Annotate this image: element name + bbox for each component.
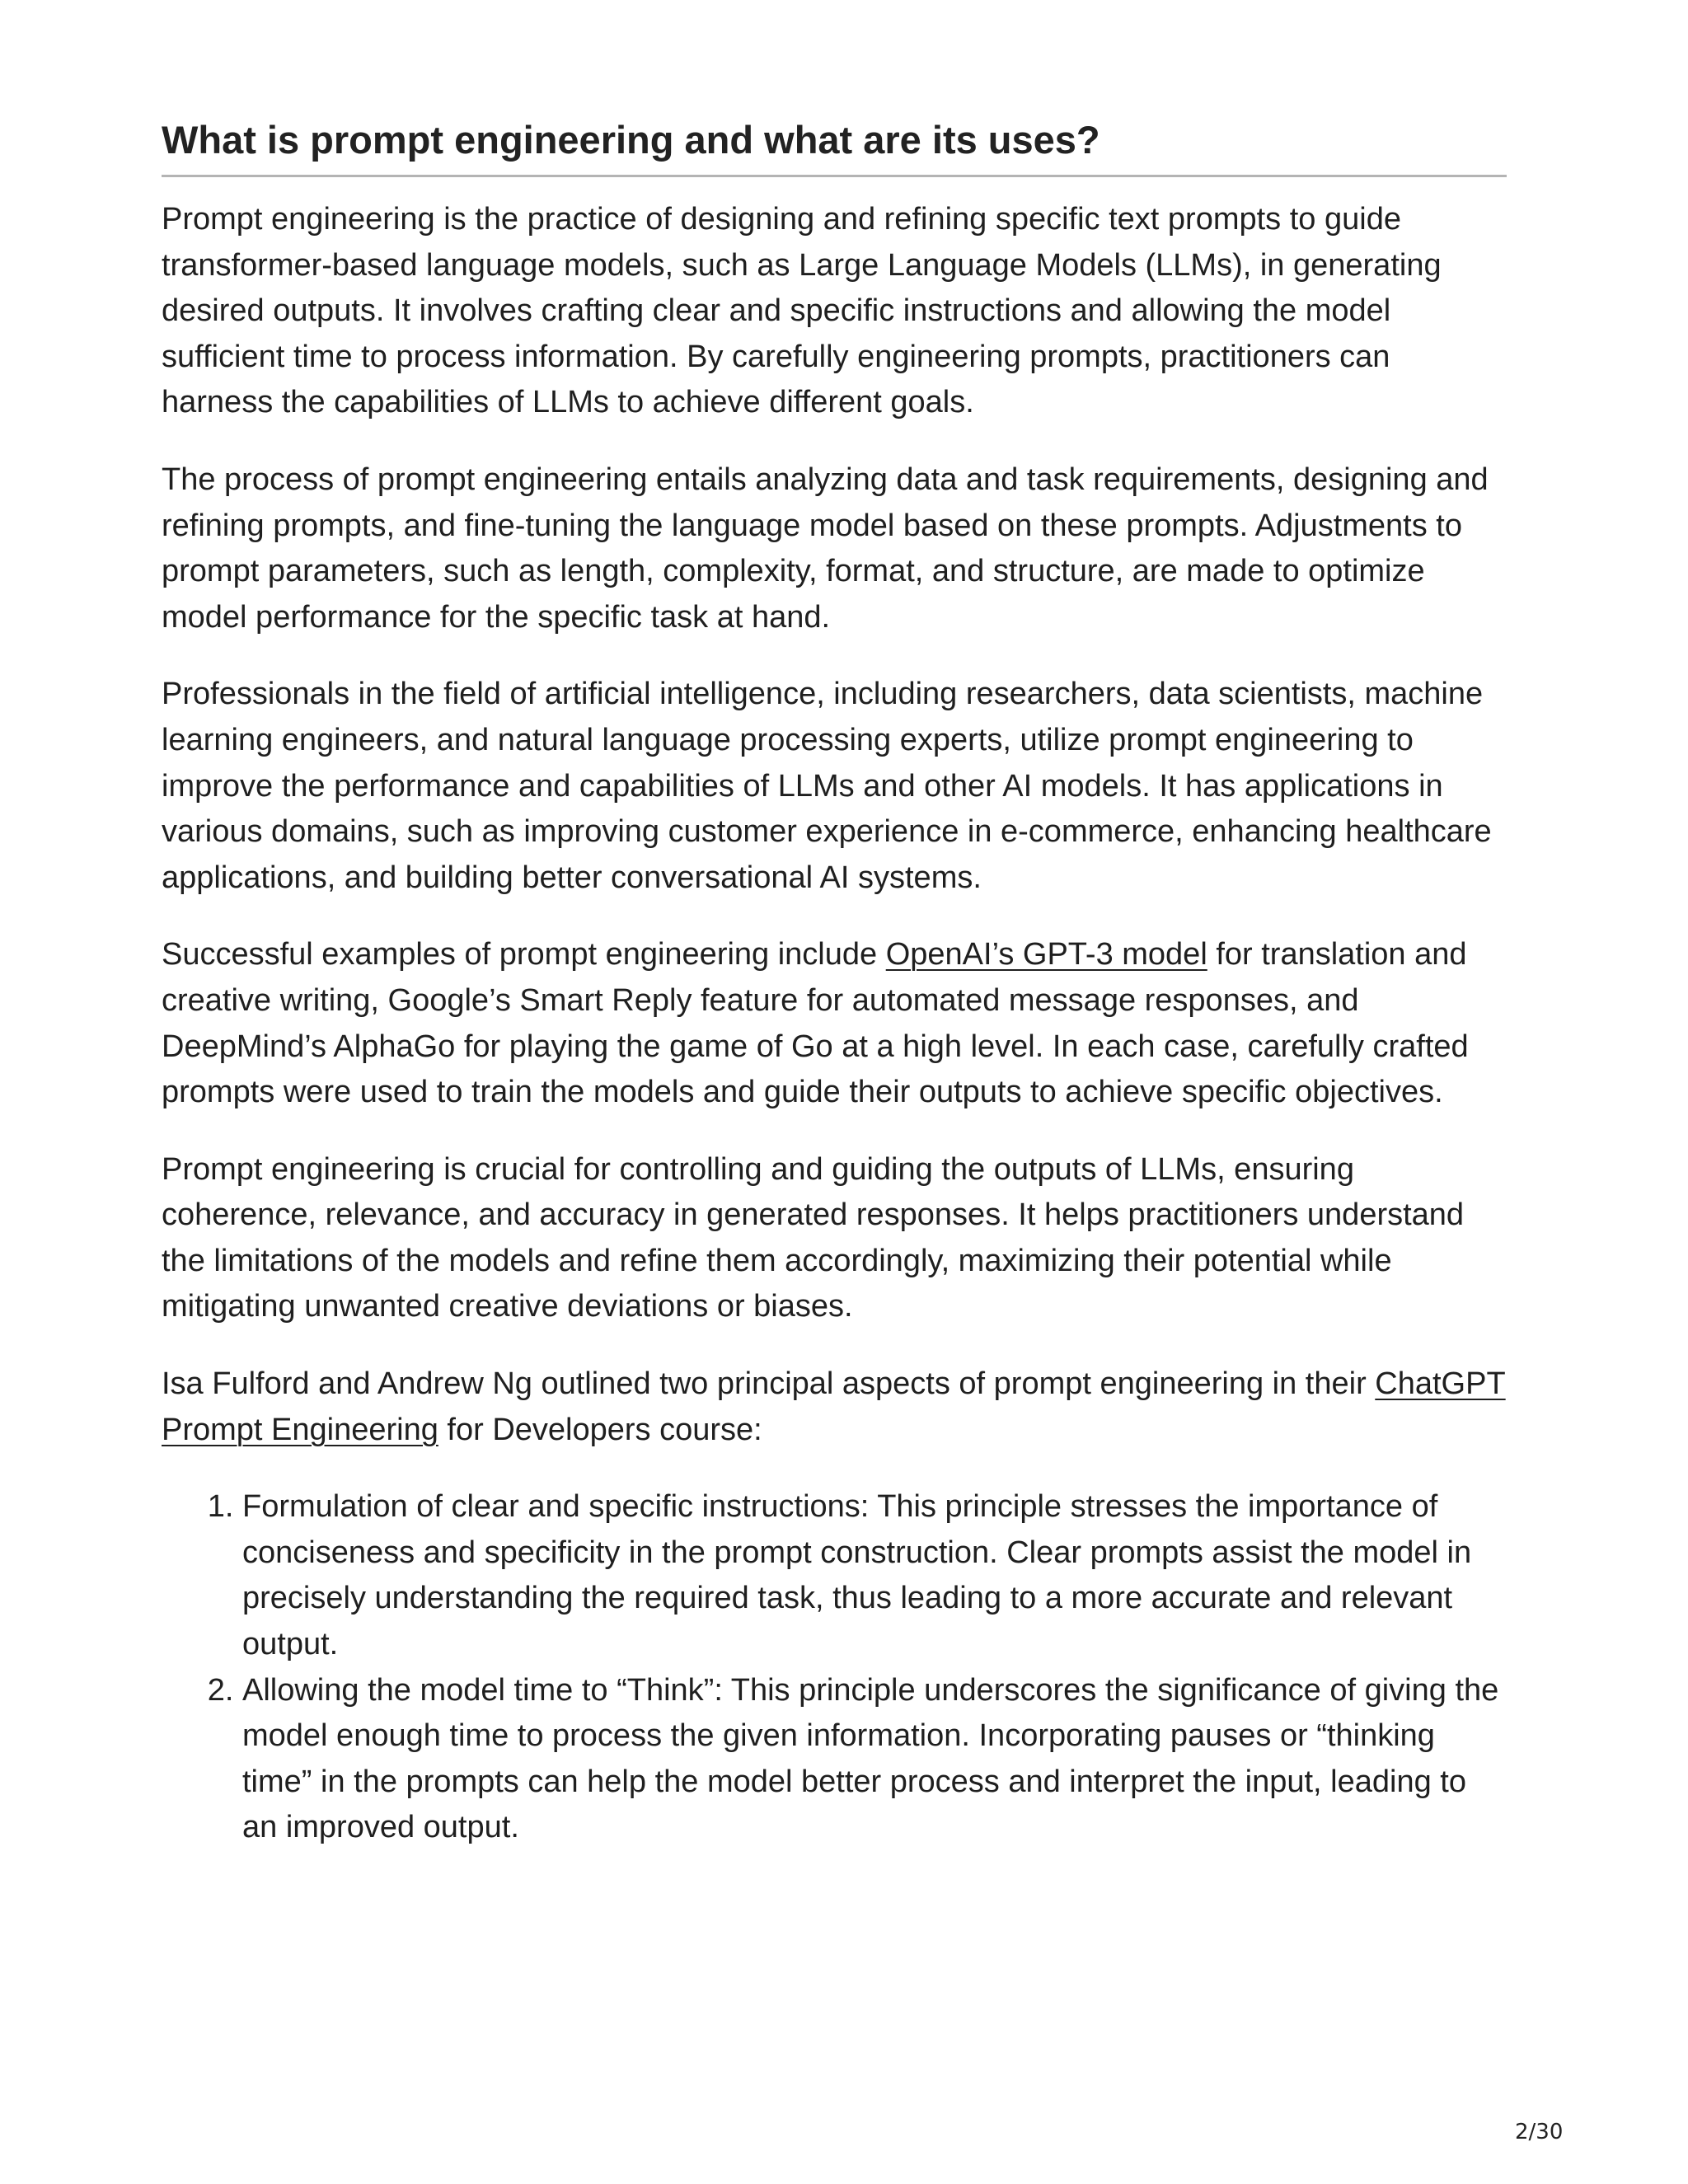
page-number: 2/30 xyxy=(1515,2120,1564,2144)
paragraph-definition: Prompt engineering is the practice of designing and refining specific text prompts to guide transformer-based language models, such as Large Language Models (LLMs), in generating desired outputs. It involves crafting clear and specific instructions and allowing the model sufficient time to process information. By carefully engineering prompts, practitioners can harness the capabilities of LLMs to achieve different goals. xyxy=(162,202,1442,420)
chatgpt-prompt-engineering-link[interactable]: ChatGPT Prompt Engineering xyxy=(162,1366,1506,1447)
paragraph-examples-text-end: for translation and creative writing, Google’s Smart Reply feature for automated message responses, and DeepMind’s AlphaGo for playing the game of Go at a high level. In each case, carefully crafted prompts were used to train the models and guide their outputs to achieve specific objectives. xyxy=(162,937,1469,1110)
document-page xyxy=(162,115,1507,1851)
paragraph-course-text-start: Isa Fulford and Andrew Ng outlined two principal aspects of prompt engineering in their xyxy=(162,1366,1376,1402)
openai-gpt3-link[interactable]: OpenAI’s GPT-3 model xyxy=(885,937,1207,972)
paragraph-professionals: Professionals in the field of artificial intelligence, including researchers, data scientists, machine learning engineers, and natural language processing experts, utilize prompt engineering to improve the performance and capabilities of LLMs and other AI models. It has applications in various domains, such as improving customer experience in e-commerce, enhancing healthcare applications, and building better conversational AI systems. xyxy=(162,677,1492,895)
paragraph-examples-text-start: Successful examples of prompt engineering include xyxy=(162,937,886,972)
principles-list xyxy=(162,1484,1507,1851)
list-item: 2. Allowing the model time to “Think”: This principle underscores the significance of giving the model enough time to process the given information. Incorporating pauses or “thinking time” in the prompts can help the model better process and interpret the input, leading to an improved output. xyxy=(242,1668,1507,1851)
paragraph-examples xyxy=(162,932,1507,1115)
list-item: 1. Formulation of clear and specific instructions: This principle stresses the importance of conciseness and specificity in the prompt construction. Clear prompts assist the model in precisely understanding the required task, thus leading to a more accurate and relevant output. xyxy=(242,1484,1507,1667)
paragraph-process: The process of prompt engineering entails analyzing data and task requirements, designing and refining prompts, and fine-tuning the language model based on these prompts. Adjustments to prompt parameters, such as length, complexity, format, and structure, are made to optimize model performance for the specific task at hand. xyxy=(162,462,1489,635)
paragraph-course-text-end: for Developers course: xyxy=(438,1412,762,1447)
page-title: What is prompt engineering and what are its uses? xyxy=(162,115,1507,177)
paragraph-importance: Prompt engineering is crucial for controlling and guiding the outputs of LLMs, ensuring coherence, relevance, and accuracy in generated responses. It helps practitioners understand the limitations of the models and refine them accordingly, maximizing their potential while mitigating unwanted creative deviations or biases. xyxy=(162,1151,1465,1324)
paragraph-course xyxy=(162,1361,1507,1453)
